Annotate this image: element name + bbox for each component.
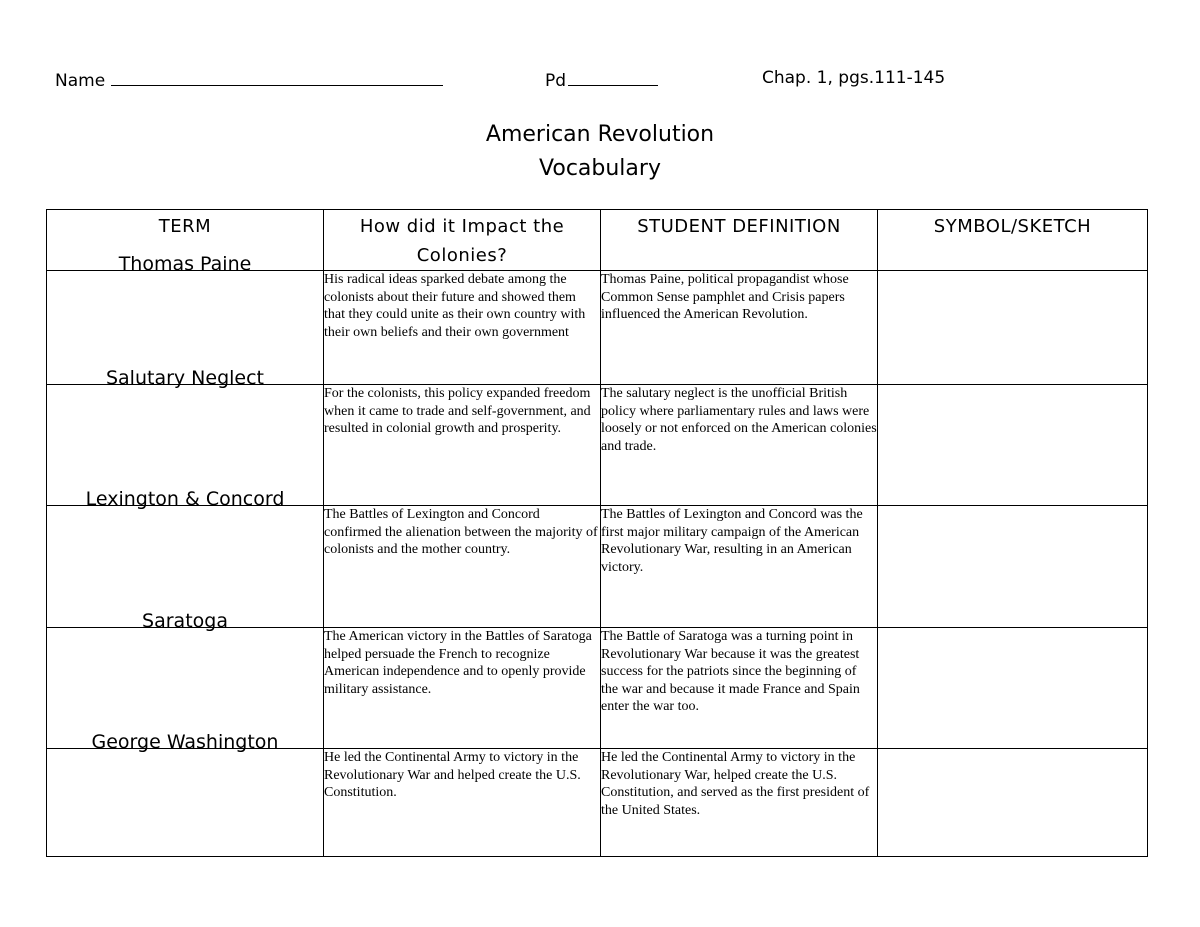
column-header-term: TERM [47, 210, 324, 271]
sketch-cell[interactable] [878, 628, 1148, 749]
term-label: Lexington & Concord [85, 488, 285, 510]
sketch-cell[interactable] [878, 506, 1148, 628]
definition-cell[interactable]: The salutary neglect is the unofficial British policy where parliamentary rules and laws were loosely or not enforced on the American colonies and trade. [601, 385, 878, 506]
definition-cell[interactable]: Thomas Paine, political propagandist whose Common Sense pamphlet and Crisis papers influenced the American Revolution. [601, 271, 878, 385]
definition-cell[interactable]: He led the Continental Army to victory in the Revolutionary War, helped create the U.S. Constitution, and served as the first president of the United States. [601, 749, 878, 857]
term-label: George Washington [91, 731, 279, 753]
sketch-cell[interactable] [878, 749, 1148, 857]
impact-cell[interactable]: The Battles of Lexington and Concord confirmed the alienation between the majority of colonists and the mother country. [324, 506, 601, 628]
term-label: Thomas Paine [118, 253, 252, 275]
column-header-impact: How did it Impact the Colonies? [324, 210, 601, 271]
chapter-reference: Chap. 1, pgs.111-145 [762, 68, 946, 88]
term-label: Saratoga [142, 610, 228, 632]
impact-cell[interactable]: For the colonists, this policy expanded freedom when it came to trade and self-government, and resulted in colonial growth and prosperity. [324, 385, 601, 506]
definition-cell[interactable]: The Battles of Lexington and Concord was the first major military campaign of the American Revolutionary War, resulting in an American victory. [601, 506, 878, 628]
definition-cell[interactable]: The Battle of Saratoga was a turning point in Revolutionary War because it was the greatest success for the patriots since the beginning of the war and because it made France and Spain enter the war too. [601, 628, 878, 749]
name-field[interactable] [55, 68, 443, 91]
impact-cell[interactable]: The American victory in the Battles of Saratoga helped persuade the French to recognize American independence and to openly provide military assistance. [324, 628, 601, 749]
title-line-1: American Revolution [485, 122, 715, 147]
sketch-cell[interactable] [878, 385, 1148, 506]
page-title [0, 118, 1200, 186]
term-cell [47, 731, 324, 857]
impact-cell[interactable]: He led the Continental Army to victory in the Revolutionary War and helped create the U.S. Constitution. [324, 749, 601, 857]
vocabulary-table [46, 209, 1148, 857]
sketch-cell[interactable] [878, 271, 1148, 385]
name-label: Name [55, 71, 106, 91]
column-header-sketch: SYMBOL/SKETCH [878, 210, 1148, 271]
period-label: Pd [545, 71, 567, 91]
table-row [47, 749, 1148, 857]
impact-cell[interactable]: His radical ideas sparked debate among the colonists about their future and showed them that they could unite as their own country with their own beliefs and their own government [324, 271, 601, 385]
column-header-definition: STUDENT DEFINITION [601, 210, 878, 271]
period-blank-line[interactable] [568, 68, 658, 86]
title-line-2: Vocabulary [539, 156, 661, 181]
name-blank-line[interactable] [111, 68, 443, 86]
term-label: Salutary Neglect [105, 367, 265, 389]
period-field[interactable] [545, 68, 658, 91]
